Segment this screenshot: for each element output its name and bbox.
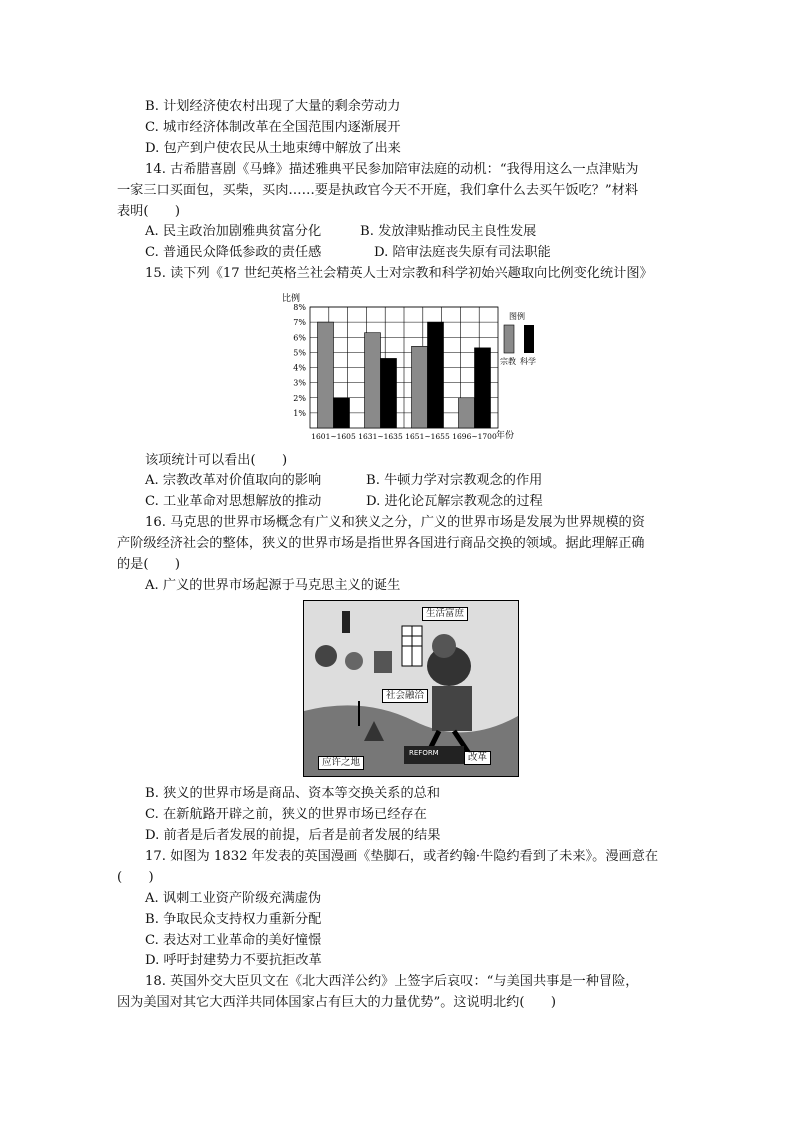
q14-option-d: D. 陪审法庭丧失原有司法职能 <box>374 245 551 260</box>
q14-option-a: A. 民主政治加剧雅典贫富分化 <box>145 224 322 239</box>
y-tick-label: 8% <box>293 303 306 312</box>
bar-chart <box>272 285 562 445</box>
y-tick-label: 4% <box>293 363 306 373</box>
q16-option-c: C. 在新航路开辟之前，狭义的世界市场已经存在 <box>145 807 427 822</box>
chart-legend <box>500 311 536 366</box>
q15-option-d: D. 进化论瓦解宗教观念的过程 <box>366 494 543 509</box>
q14-option-c: C. 普通民众降低参政的责任感 <box>145 245 322 260</box>
q16-option-b: B. 狭义的世界市场是商品、资本等交换关系的总和 <box>145 786 441 801</box>
q16-stem-line3: 的是( ) <box>117 557 181 572</box>
q13-option-d: D. 包产到户使农民从土地束缚中解放了出来 <box>145 141 401 156</box>
y-tick-label: 3% <box>293 378 306 388</box>
q17-stem-line1: 17. 如图为 1832 年发表的英国漫画《垫脚石，或者约翰·牛隐约看到了未来》。漫画意在 <box>145 849 659 864</box>
x-tick-label: 1601~1605 <box>311 432 356 441</box>
label-harmony: 社会融洽 <box>382 689 428 703</box>
legend-swatch-science <box>524 325 534 353</box>
bar-宗教-1 <box>365 333 381 428</box>
y-tick-label: 5% <box>293 348 306 358</box>
bar-宗教-2 <box>412 346 428 428</box>
legend-title: 图例 <box>509 312 525 321</box>
legend-label-science: 科学 <box>520 357 536 366</box>
q16-option-a: A. 广义的世界市场起源于马克思主义的诞生 <box>145 578 401 593</box>
bar-科学-2 <box>428 322 444 428</box>
q15-option-a: A. 宗教改革对价值取向的影响 <box>145 473 322 488</box>
q15-stem-line1: 15. 读下列《17 世纪英格兰社会精英人士对宗教和科学初始兴趣取向比例变化统计图》 <box>145 266 653 281</box>
q15-option-c: C. 工业革命对思想解放的推动 <box>145 494 322 509</box>
bar-宗教-0 <box>318 322 334 428</box>
y-tick-label: 2% <box>293 393 306 403</box>
bar-科学-3 <box>475 348 491 428</box>
q14-stem-line2: 一家三口买面包，买柴，买肉……要是执政官今天不开庭，我们拿什么去买午饭吃？”材料 <box>117 183 639 198</box>
q17-option-d: D. 呼吁封建势力不要抗拒改革 <box>145 953 322 968</box>
q14-stem-line1: 14. 古希腊喜剧《马蜂》描述雅典平民参加陪审法庭的动机：“我得用这么一点津贴为 <box>145 162 639 177</box>
label-reform: 改革 <box>464 751 491 765</box>
y-tick-label: 7% <box>293 318 306 328</box>
q14-stem-line3: 表明( ) <box>117 204 181 219</box>
cartoon-image <box>303 600 519 777</box>
y-tick-label: 1% <box>293 408 306 418</box>
q16-stem-line2: 产阶级经济社会的整体，狭义的世界市场是指世界各国进行商品交换的领域。据此理解正确 <box>117 536 645 551</box>
q17-option-b: B. 争取民众支持权力重新分配 <box>145 912 322 927</box>
x-tick-label: 1651~1655 <box>405 432 450 441</box>
q14-option-b: B. 发放津贴推动民主良性发展 <box>360 224 537 239</box>
bar-科学-1 <box>381 358 397 428</box>
q18-stem-line2: 因为美国对其它大西洋共同体国家占有巨大的力量优势”。这说明北约( ) <box>117 995 557 1010</box>
q17-stem-line2: ( ) <box>117 870 154 885</box>
q13-option-c: C. 城市经济体制改革在全国范围内逐渐展开 <box>145 120 401 135</box>
q13-option-b: B. 计划经济使农村出现了大量的剩余劳动力 <box>145 99 401 114</box>
q17-option-a: A. 讽刺工业资产阶级充满虚伪 <box>145 891 322 906</box>
q18-stem-line1: 18. 英国外交大臣贝文在《北大西洋公约》上签字后哀叹：“与美国共事是一种冒险， <box>145 974 639 989</box>
q15-option-b: B. 牛顿力学对宗教观念的作用 <box>366 473 543 488</box>
y-tick-label: 6% <box>293 333 306 343</box>
chart-y-ticks <box>293 303 306 418</box>
chart-x-ticks <box>311 432 497 441</box>
q16-stem-line1: 16. 马克思的世界市场概念有广义和狭义之分，广义的世界市场是发展为世界规模的资 <box>145 515 645 530</box>
x-tick-label: 1631~1635 <box>358 432 403 441</box>
legend-swatch-religion <box>504 325 514 353</box>
x-tick-label: 1696~1700 <box>452 432 497 441</box>
label-promised-land: 应许之地 <box>318 756 364 770</box>
stone-label: REFORM <box>409 749 439 757</box>
q17-option-c: C. 表达对工业革命的美好憧憬 <box>145 933 322 948</box>
bar-宗教-3 <box>459 398 475 428</box>
bar-科学-0 <box>334 398 350 428</box>
label-wealth: 生活富庶 <box>422 607 468 621</box>
q15-stem-line2: 该项统计可以看出( ) <box>145 453 288 468</box>
chart-x-label: 年份 <box>496 431 515 441</box>
legend-label-religion: 宗教 <box>500 357 516 366</box>
q16-option-d: D. 前者是后者发展的前提，后者是前者发展的结果 <box>145 828 441 843</box>
chart-y-label: 比例 <box>282 294 301 304</box>
